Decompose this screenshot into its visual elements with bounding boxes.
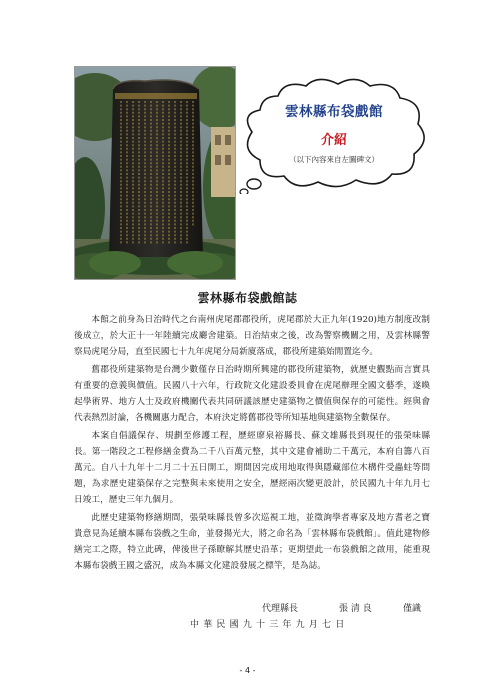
bubble-title: 雲林縣布袋戲館 xyxy=(285,104,383,120)
paragraph: 本館之前身為日治時代之台南州虎尾郡郡役所，虎尾郡於大正九年(1920)地方制度改制後成立，於大正十一年陸續完成廳舍建築。日治結束之後，改為警察機關之用，及雲林縣警察局虎尾分局，直至民國七十九年虎尾分局新廈落成，郡役所建築始閒置迄今。 xyxy=(74,315,430,357)
paragraph: 此歷史建築物修繕期間，張榮味縣長曾多次巡視工地，並徵詢學者專家及地方耆老之寶貴意見為延續本縣布袋戲之生命，並發揚光大，將之命名為「雲林縣布袋戲館」。值此建物修繕完工之際，特立此碑，俾後世子孫瞭解其歷史沿革；更期望此一布袋戲館之啟用，能重現本縣布袋戲王國之盛況，成為本縣文化建設發展之標竿，是為誌。 xyxy=(74,513,430,571)
stele-photo xyxy=(74,66,236,280)
paragraph: 舊郡役所建築物是台灣少數僅存日治時期所興建的郡役所建築物，就歷史觀點而言實具有重要的意義與價值。民國八十六年，行政院文化建設委員會在虎尾辦理全國文藝季，遂喚起學術界、地方人士及政府機關代表共同研議該歷史建築物之價值與保存的可能性。經與會代表熱烈討論，各機關惠力配合，本府決定將舊郡役等所知基地與建築物全數保存。 xyxy=(74,365,430,423)
bubble-note: （以下內容來自左圖碑文） xyxy=(289,155,379,164)
paragraph: 本案自倡議保存、規劃至修護工程，歷經廖泉裕縣長、蘇文雄縣長到現任的張榮味縣長。第一階段之工程修繕金費為二千八百萬元整，其中文建會補助二千萬元，本府自籌八百萬元。自八十九年十二月二十五日開工，期間因完成用地取得與隱藏部位木構件受蟲蛀等問題，為求歷史建築保存之完整與未來使用之安全，歷經兩次變更設計，於民國九十年九月七日竣工，歷史三年九個月。 xyxy=(74,431,430,505)
signature-role: 代理縣長 xyxy=(262,604,299,614)
document-body xyxy=(74,312,430,576)
document-title: 雲林縣布袋戲館誌 xyxy=(197,291,298,305)
page-number: - 4 - xyxy=(239,666,256,675)
signature-action: 僅識 xyxy=(403,604,422,614)
intro-bubble xyxy=(238,76,430,194)
signature-name: 張 清 良 xyxy=(339,604,372,614)
bubble-subtitle: 介紹 xyxy=(320,133,347,148)
signature-date: 中華民國九十三年九月七日 xyxy=(190,620,349,630)
